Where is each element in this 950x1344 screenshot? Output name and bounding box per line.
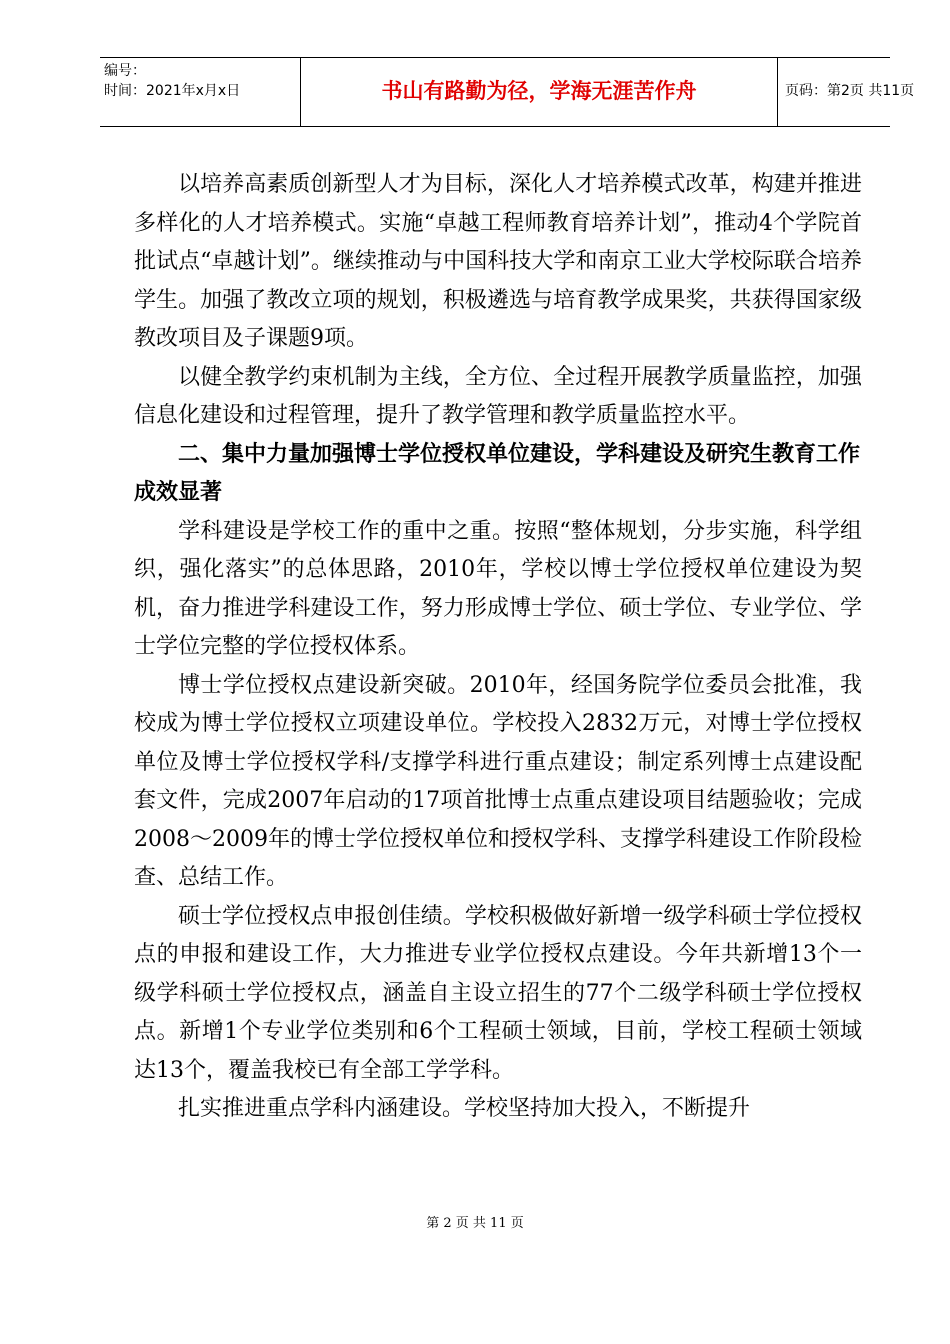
paragraph-master-degree: 硕士学位授权点申报创佳绩。学校积极做好新增一级学科硕士学位授权点的申报和建设工作，大力推进专业学位授权点建设。今年共新增13个一级学科硕士学位授权点，涵盖自主设立招生的77个二级学科硕士学位授权点。新增1个专业学位类别和6个工程硕士领域，目前，学校工程硕士领域达13个，覆盖我校已有全部工学学科。 xyxy=(134,903,862,1083)
paragraph-talent-training: 以培养高素质创新型人才为目标，深化人才培养模式改革，构建并推进多样化的人才培养模式。实施“卓越工程师教育培养计划”，推动4个学院首批试点“卓越计划”。继续推动与中国科技大学和南京工业大学校际联合培养学生。加强了教改立项的规划，积极遴选与培育教学成果奖，共获得国家级教改项目及子课题9项。 xyxy=(134,172,862,351)
page-info: 页码：第2页 共11页 xyxy=(785,83,915,99)
section-heading-2: 二、集中力量加强博士学位授权单位建设，学科建设及研究生教育工作成效显著 xyxy=(134,441,861,505)
document-body xyxy=(134,166,862,1129)
header-motto-cell xyxy=(300,58,778,126)
paragraph-discipline-building: 学科建设是学校工作的重中之重。按照“整体规划，分步实施，科学组织，强化落实”的总体思路，2010年，学校以博士学位授权单位建设为契机，奋力推进学科建设工作，努力形成博士学位、硕士学位、专业学位、学士学位完整的学位授权体系。 xyxy=(134,518,862,659)
page-footer: 第 2 页 共 11 页 xyxy=(426,1216,524,1231)
paragraph-key-disciplines: 扎实推进重点学科内涵建设。学校坚持加大投入，不断提升 xyxy=(178,1096,751,1121)
header-meta xyxy=(100,58,300,126)
motto: 书山有路勤为径，学海无涯苦作舟 xyxy=(381,79,697,103)
header-page-cell xyxy=(777,58,915,126)
paragraph-quality-monitoring: 以健全教学约束机制为主线，全方位、全过程开展教学质量监控，加强信息化建设和过程管理，提升了教学管理和教学质量监控水平。 xyxy=(134,364,862,428)
paragraph-doctoral-degree: 博士学位授权点建设新突破。2010年，经国务院学位委员会批准，我校成为博士学位授权立项建设单位。学校投入2832万元，对博士学位授权单位及博士学位授权学科/支撑学科进行重点建设；制定系列博士点建设配套文件，完成2007年启动的17项首批博士点重点建设项目结题验收；完成2008～2009年的博士学位授权单位和授权学科、支撑学科建设工作阶段检查、总结工作。 xyxy=(134,672,862,890)
serial-label: 编号： xyxy=(104,63,146,79)
date-text: 时间：2021年x月x日 xyxy=(104,83,241,99)
page-header xyxy=(100,57,915,127)
